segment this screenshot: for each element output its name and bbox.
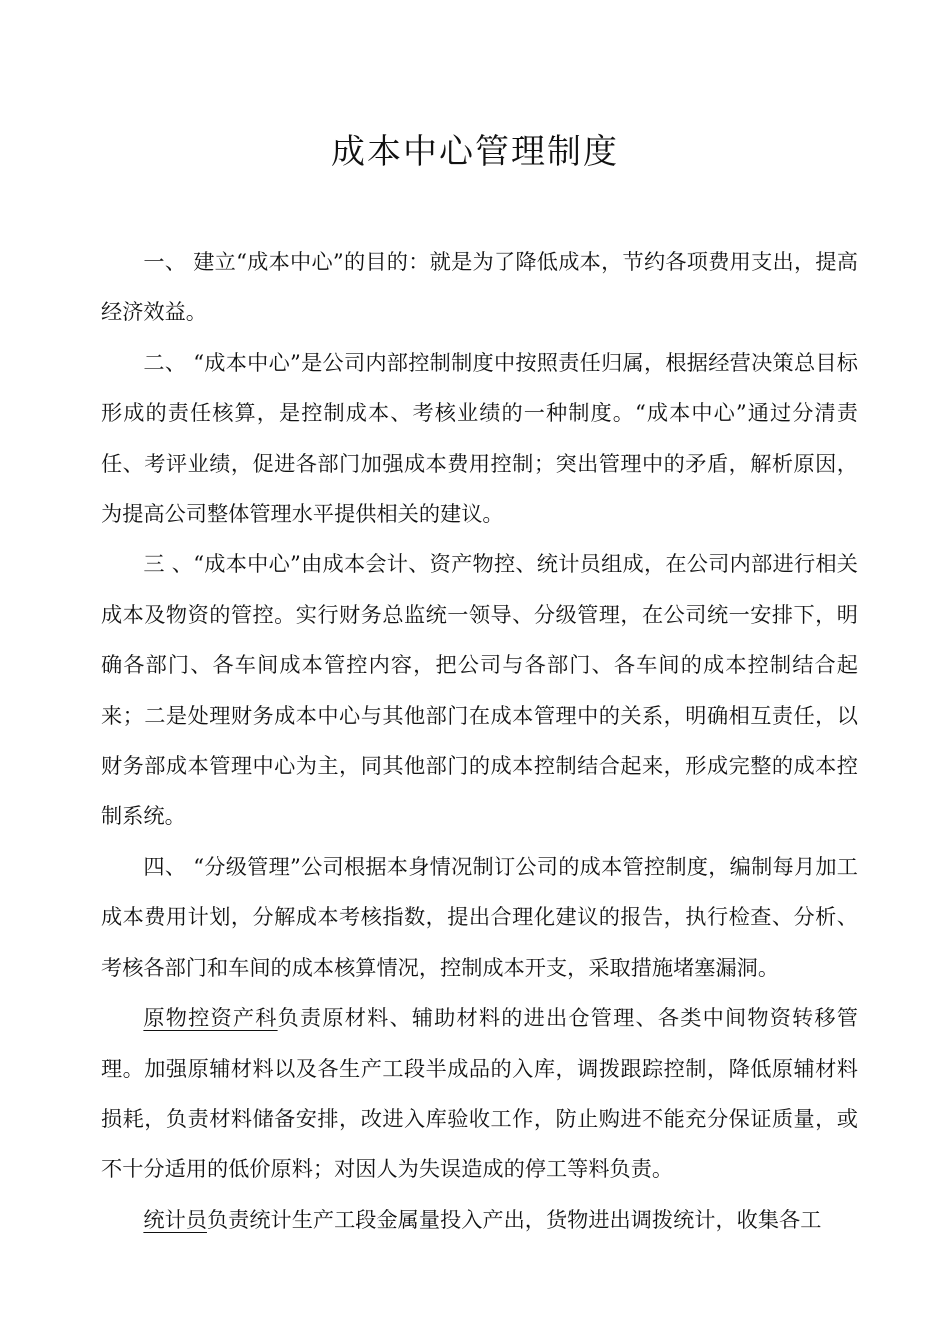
paragraph-1-text: 一、 建立“成本中心”的目的：就是为了降低成本，节约各项费用支出，提高经济效益。 (101, 249, 858, 325)
paragraph-3-text: 三 、“成本中心”由成本会计、资产物控、统计员组成，在公司内部进行相关成本及物资的管控。实行财务总监统一领导、分级管理，在公司统一安排下，明确各部门、各车间成本管控内容，把公司与各部门、各车间的成本控制结合起来；二是处理财务成本中心与其他部门在成本管理中的关系，明确相互责任，以财务部成本管理中心为主，同其他部门的成本控制结合起来，形成完整的成本控制系统。 (101, 551, 858, 829)
paragraph-2 (101, 338, 858, 540)
paragraph-3 (101, 539, 858, 841)
paragraph-1 (101, 237, 858, 338)
paragraph-4 (101, 842, 858, 993)
document-title: 成本中心管理制度 (331, 132, 619, 172)
paragraph-5 (101, 993, 858, 1195)
paragraph-6-lead-term: 统计员 (143, 1206, 207, 1232)
paragraph-4-text: 四、 “分级管理”公司根据本身情况制订公司的成本管控制度，编制每月加工成本费用计划，分解成本考核指数，提出合理化建议的报告，执行检查、分析、考核各部门和车间的成本核算情况，控制成本开支，采取措施堵塞漏洞。 (101, 853, 858, 980)
paragraph-2-text: 二、 “成本中心”是公司内部控制制度中按照责任归属，根据经营决策总目标形成的责任核算，是控制成本、考核业绩的一种制度。“成本中心”通过分清责任、考评业绩，促进各部门加强成本费用控制；突出管理中的矛盾，解析原因，为提高公司整体管理水平提供相关的建议。 (101, 349, 858, 527)
document-body (101, 237, 858, 1245)
paragraph-5-lead-term: 原物控资产科 (143, 1005, 278, 1031)
paragraph-5-text: 负责原材料、辅助材料的进出仓管理、各类中间物资转移管理。加强原辅材料以及各生产工段半成品的入库，调拨跟踪控制，降低原辅材料损耗，负责材料储备安排，改进入库验收工作，防止购进不能充分保证质量，或不十分适用的低价原料；对因人为失误造成的停工等料负责。 (101, 1005, 858, 1182)
paragraph-6 (101, 1195, 858, 1245)
paragraph-6-text: 负责统计生产工段金属量投入产出，货物进出调拨统计，收集各工 (206, 1206, 822, 1232)
